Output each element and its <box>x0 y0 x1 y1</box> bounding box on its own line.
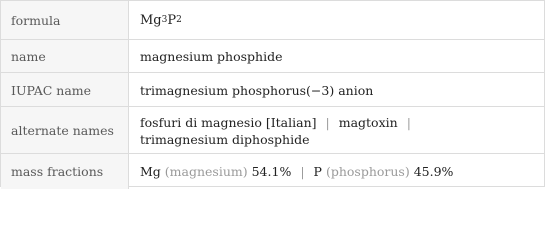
label-name: name <box>1 40 129 73</box>
alternate-name-2: magtoxin <box>338 114 398 130</box>
mass-fraction-symbol-p: P <box>313 164 322 179</box>
value-alternate-names <box>129 107 544 154</box>
row-mass-fractions <box>1 153 544 189</box>
value-formula: Mg 3 P 2 <box>140 12 182 28</box>
label-iupac-name: IUPAC name <box>1 73 129 107</box>
row-formula <box>1 1 544 39</box>
alternate-separator: | <box>325 114 330 130</box>
value-mass-fractions <box>129 154 544 189</box>
row-alternate-names <box>1 106 544 154</box>
value-name: magnesium phosphide <box>140 49 283 64</box>
alternate-name-3: trimagnesium diphosphide <box>140 131 310 147</box>
formula-element-mg: Mg <box>140 12 162 28</box>
mass-fraction-percent-p: 45.9% <box>413 164 454 179</box>
row-iupac-name <box>1 72 544 107</box>
formula-element-p: P <box>167 12 177 28</box>
label-mass-fractions: mass fractions <box>1 154 129 189</box>
mass-fraction-separator: | <box>300 164 305 179</box>
alternate-name-1: fosfuri di magnesio [Italian] <box>140 114 317 130</box>
row-name <box>1 39 544 73</box>
value-iupac-name: trimagnesium phosphorus(−3) anion <box>140 82 374 98</box>
mass-fraction-name-p: (phosphorus) <box>325 164 410 179</box>
alternate-names-line-1 <box>140 114 420 131</box>
mass-fraction-name-mg: (magnesium) <box>164 164 248 179</box>
mass-fraction-symbol-mg: Mg <box>140 164 161 179</box>
label-alternate-names: alternate names <box>1 107 129 154</box>
label-formula: formula <box>1 1 129 39</box>
mass-fraction-percent-mg: 54.1% <box>251 164 292 179</box>
alternate-separator-trailing: | <box>406 114 411 130</box>
